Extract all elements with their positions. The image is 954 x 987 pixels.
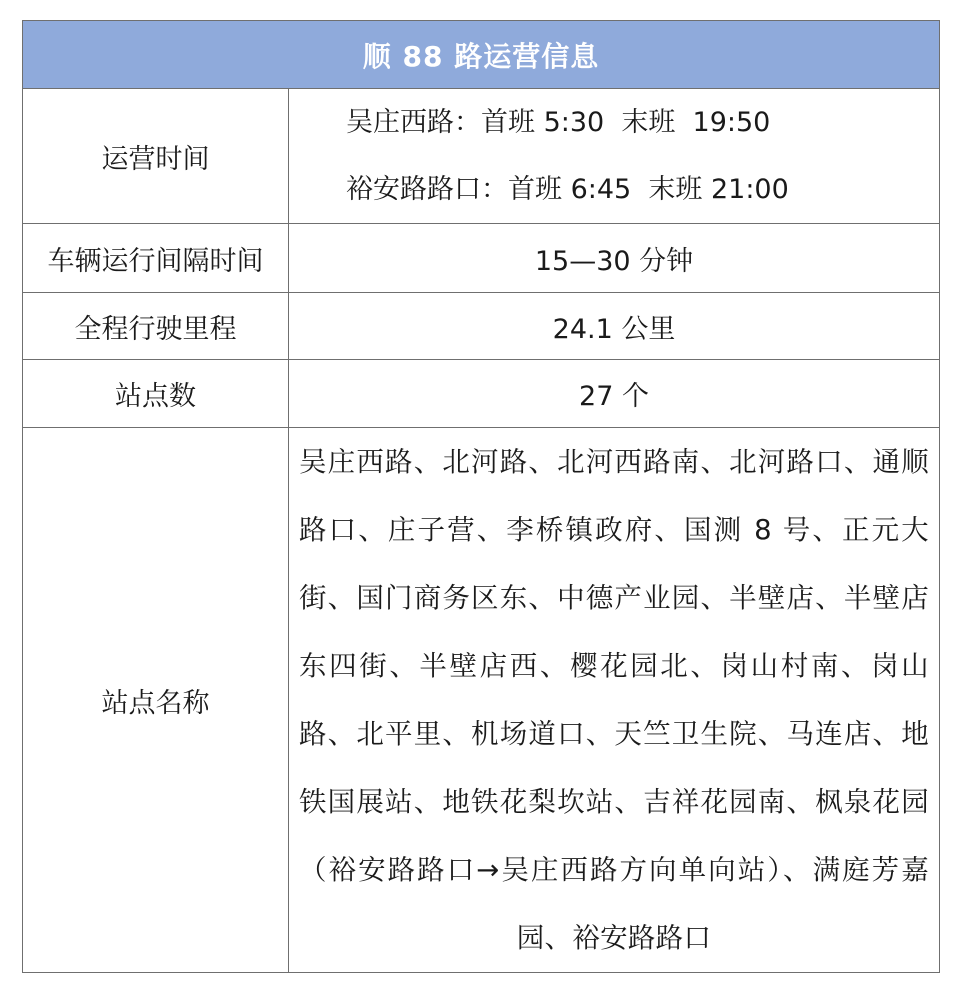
table-row-interval [23, 224, 940, 293]
distance-label: 全程行驶里程 [23, 293, 289, 360]
stop-count-label: 站点数 [23, 360, 289, 428]
interval-value: 15—30 分钟 [289, 224, 940, 293]
table-header-row [23, 21, 940, 89]
distance-value: 24.1 公里 [289, 293, 940, 360]
first-last-bus-wuzhuang: 吴庄西路：首班 5:30 末班 19:50 [346, 107, 771, 138]
table-row-stop-count [23, 360, 940, 428]
table-row-stop-names [23, 428, 940, 973]
interval-label: 车辆运行间隔时间 [23, 224, 289, 293]
operating-hours-label: 运营时间 [23, 89, 289, 224]
table-row-operating-hours [23, 89, 940, 224]
route-info-table [22, 20, 940, 973]
operating-hours-value [289, 89, 940, 224]
first-last-bus-yuan: 裕安路路口：首班 6:45 末班 21:00 [346, 174, 789, 205]
table-title: 顺 88 路运营信息 [23, 21, 940, 89]
stop-names-cell [289, 428, 940, 973]
table-row-distance [23, 293, 940, 360]
stop-names-label: 站点名称 [23, 428, 289, 973]
stop-names-list: 吴庄西路、北河路、北河西路南、北河路口、通顺路口、庄子营、李桥镇政府、国测 8 号、正元大街、国门商务区东、中德产业园、半壁店、半壁店东四街、半壁店西、樱花园北、岗山村南、岗山路、北平里、机场道口、天竺卫生院、马连店、地铁国展站、地铁花梨坎站、吉祥花园南、枫泉花园（裕安路路口→吴庄西路方向单向站）、满庭芳嘉园、裕安路路口 [299, 446, 929, 954]
stop-count-value: 27 个 [289, 360, 940, 428]
